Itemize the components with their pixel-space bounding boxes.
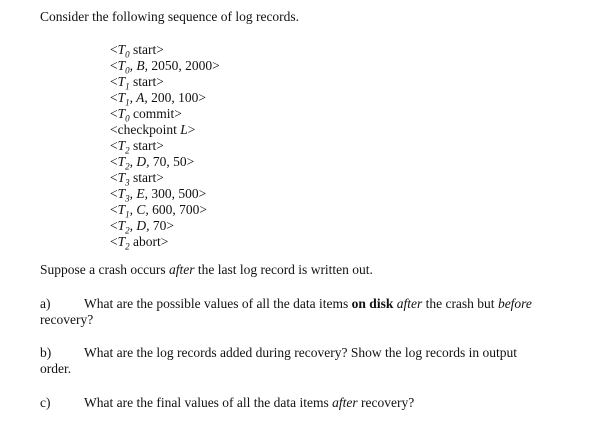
log-record: $<T_3$, E, 300, 500> — [110, 186, 207, 204]
question-c-label: c) — [40, 395, 51, 410]
question-a-continuation: recovery? — [40, 312, 94, 327]
log-record: <checkpoint L> — [110, 122, 196, 137]
intro-text: Consider the following sequence of log records. — [40, 9, 300, 24]
log-record: $<T_1$, C, 600, 700> — [110, 202, 208, 220]
log-record: $<T_0$ start> — [110, 42, 164, 60]
question-b-label: b) — [40, 345, 52, 360]
log-record: $<T_2$ abort> — [110, 234, 169, 252]
log-record: $<T_0$, B, 2050, 2000> — [110, 58, 220, 76]
question-a-text: What are the possible values of all the data items on disk after the crash but before — [84, 296, 532, 311]
question-b-continuation: order. — [40, 361, 72, 376]
question-b-text: What are the log records added during recovery? Show the log records in output — [84, 345, 517, 360]
log-record: $<T_2$ start> — [110, 138, 164, 156]
log-record: $<T_2$, D, 70, 50> — [110, 154, 195, 172]
log-record: $<T_3$ start> — [110, 170, 164, 188]
log-record: $<T_0$ commit> — [110, 106, 182, 124]
crash-statement: Suppose a crash occurs after the last log record is written out. — [40, 262, 373, 277]
question-a-label: a) — [40, 296, 51, 311]
log-record: $<T_1$, A, 200, 100> — [110, 90, 207, 108]
log-record: $<T_2$, D, 70> — [110, 218, 175, 236]
question-c-text: What are the final values of all the data items after recovery? — [84, 395, 415, 410]
log-record: $<T_1$ start> — [110, 74, 164, 92]
